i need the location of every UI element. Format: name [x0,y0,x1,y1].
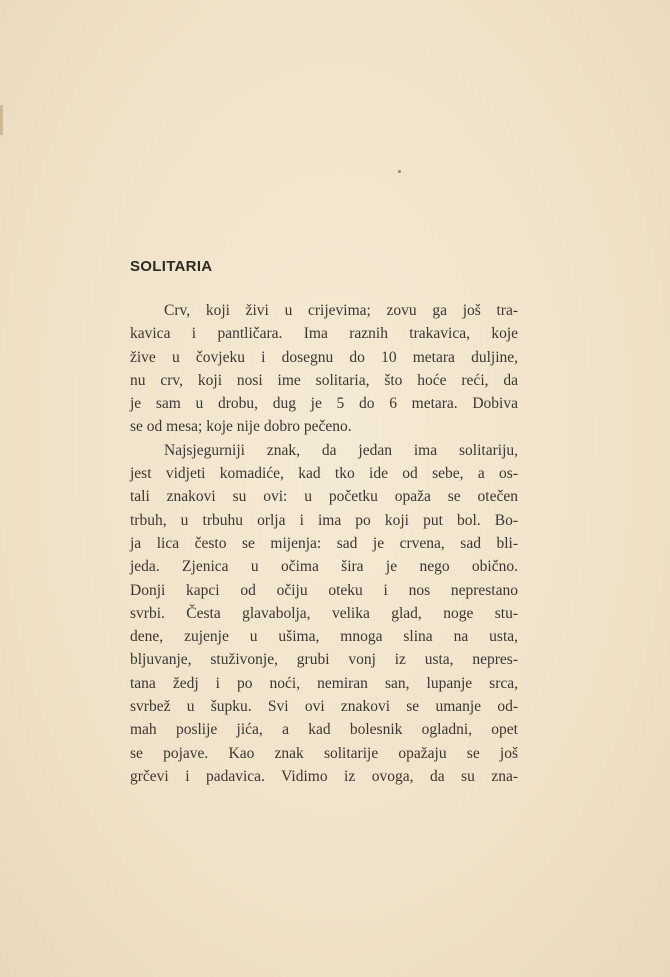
paper-speck [398,170,401,173]
text-line: bljuvanje, stuživonje, grubi vonj iz usta, nepres- [130,651,518,669]
text-line: Najsjegurniji znak, da jedan ima solitariju, [164,441,518,459]
text-line: svrbi. Česta glavabolja, velika glad, noge stu- [130,604,518,622]
text-line: jest vidjeti komadiće, kad tko ide od sebe, a os- [130,465,518,483]
chapter-title: SOLITARIA [130,258,213,275]
page-edge-mark [0,105,3,135]
text-line: je sam u drobu, dug je 5 do 6 metara. Dobiva [130,395,518,413]
text-line: dene, zujenje u ušima, mnoga slina na usta, [130,628,518,646]
text-line: svrbež u šupku. Svi ovi znakovi se umanje od- [130,698,518,716]
text-line: kavica i pantličara. Ima raznih trakavica, koje [130,325,518,343]
text-line: Donji kapci od očiju oteku i nos neprestano [130,581,518,599]
text-line: mah poslije jića, a kad bolesnik ogladni, opet [130,721,518,739]
text-line: žive u čovjeku i dosegnu do 10 metara duljine, [130,348,518,366]
text-line: tali znakovi su ovi: u početku opaža se otečen [130,488,518,506]
text-line: grčevi i padavica. Vidimo iz ovoga, da su zna- [130,767,518,785]
text-line: se od mesa; koje nije dobro pečeno. [130,418,352,436]
text-line: jeda. Zjenica u očima šira je nego obično. [130,558,518,576]
text-line: se pojave. Kao znak solitarije opažaju se još [130,744,518,762]
body-text [130,299,518,788]
text-line: ja lica često se mijenja: sad je crvena, sad bli- [130,534,518,552]
text-line: nu crv, koji nosi ime solitaria, što hoće reći, da [130,371,518,389]
text-line: tana žedj i po noći, nemiran san, lupanje srca, [130,674,518,692]
text-line: trbuh, u trbuhu orlja i ima po koji put bol. Bo- [130,511,518,529]
text-line: Crv, koji živi u crijevima; zovu ga još tra- [164,302,518,319]
